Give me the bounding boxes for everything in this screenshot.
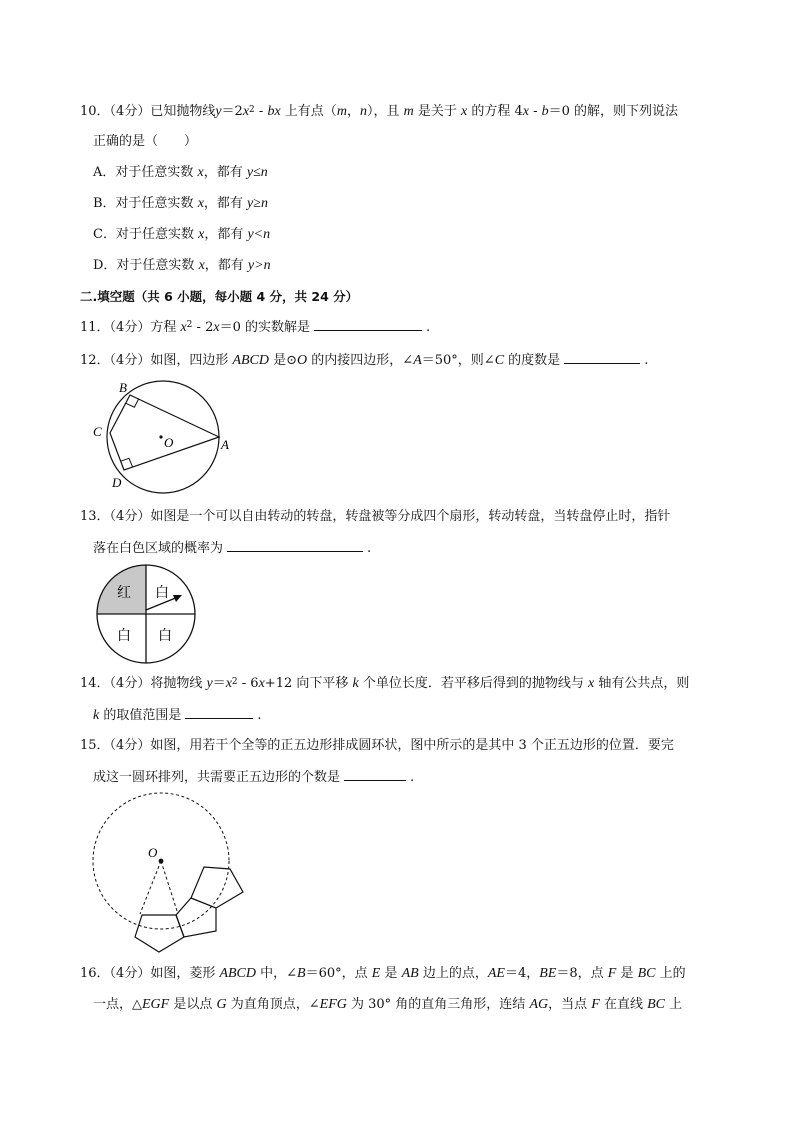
- var: EGF: [142, 997, 170, 1012]
- q16-text: 是以点: [169, 997, 217, 1012]
- dashed-radius-left: [140, 861, 161, 914]
- option-label: B．对于任意实数: [93, 196, 198, 211]
- center-point: [159, 435, 162, 438]
- q14-text: 的取值范围是: [99, 708, 182, 723]
- var: BC: [647, 997, 665, 1012]
- q10-line1: [80, 103, 678, 121]
- q12-text: 是⊙: [269, 353, 298, 368]
- period: .: [410, 770, 415, 785]
- option-relation: y<n: [247, 227, 271, 242]
- answer-blank[interactable]: [227, 539, 363, 552]
- q16-text: 边上的点，: [418, 966, 488, 981]
- q11: [80, 318, 430, 337]
- q10-text: 是关于: [413, 104, 461, 119]
- q14-text: ＝: [212, 676, 226, 691]
- q10-text: ），且: [366, 104, 404, 119]
- var: m: [403, 104, 414, 119]
- var: x: [198, 227, 205, 242]
- answer-blank[interactable]: [185, 706, 253, 719]
- q16-text: 是: [380, 966, 402, 981]
- var: bx: [267, 104, 281, 119]
- q12-text: 的度数是: [504, 353, 561, 368]
- var: x: [198, 258, 205, 273]
- var: ABCD: [219, 966, 257, 981]
- q14-line2: [93, 706, 262, 725]
- sector-label-white: 白: [117, 628, 131, 644]
- option-label: D．对于任意实数: [93, 258, 199, 273]
- period: .: [644, 353, 649, 368]
- q11-text: - 2: [192, 320, 214, 335]
- var: x: [197, 196, 204, 211]
- var: BE: [539, 966, 557, 981]
- sector-label-white: 白: [155, 585, 169, 601]
- label-b: B: [119, 380, 127, 395]
- var: k: [352, 676, 359, 691]
- dashed-radius-right: [161, 861, 178, 914]
- comma: ，: [346, 104, 360, 119]
- q10-eq: ＝2: [221, 104, 243, 119]
- var: m: [336, 104, 347, 119]
- section-heading: 二.填空题（共 6 小题，每小题 4 分，共 24 分）: [80, 289, 359, 304]
- var: y: [206, 676, 213, 691]
- q13-line1: 13．（4分）如图是一个可以自由转动的转盘，转盘被等分成四个扇形，转动转盘，当转盘停止时，指针: [80, 509, 671, 524]
- q13-line2: [93, 539, 371, 558]
- var: A: [413, 353, 422, 368]
- label-a: A: [221, 437, 229, 452]
- var: F: [607, 966, 617, 981]
- q16-text: 一点，△: [93, 997, 142, 1012]
- var: C: [494, 353, 505, 368]
- exponent: 2: [186, 320, 193, 330]
- var: ABCD: [232, 353, 270, 368]
- q16-text: 16．（4分）如图，菱形: [80, 966, 220, 981]
- answer-blank[interactable]: [564, 351, 640, 364]
- pentagon-1: [135, 915, 184, 952]
- option-label: C．对于任意实数: [93, 227, 199, 242]
- exponent: 2: [249, 105, 255, 115]
- var: AG: [529, 997, 549, 1012]
- pentagon-2: [176, 898, 216, 937]
- option-relation: y>n: [247, 258, 271, 273]
- q16-text: 为 30° 角的直角三角形，连结: [346, 997, 530, 1012]
- figure-13-spinner: [93, 564, 203, 666]
- period: .: [257, 708, 262, 723]
- pentagon-3: [191, 867, 243, 908]
- q11-text: 11．（4分）方程: [80, 320, 181, 335]
- label-o: O: [148, 845, 158, 860]
- answer-blank[interactable]: [344, 768, 406, 781]
- q16-text: ，当点: [548, 997, 592, 1012]
- q15-line1: 15．（4分）如图，用若干个全等的正五边形排成圆环状，图中所示的是其中 3 个正五边形的位置．要完: [80, 738, 674, 753]
- q14-text: 轴有公共点，则: [594, 676, 690, 691]
- var: x: [180, 320, 187, 335]
- option-text: ，都有: [203, 196, 248, 211]
- q12: [80, 351, 648, 370]
- var: AB: [401, 966, 419, 981]
- option-relation: y≤n: [246, 165, 268, 180]
- var: x: [587, 676, 595, 691]
- var: AE: [487, 966, 505, 981]
- var: b: [541, 104, 549, 119]
- q16-text: 在直线: [599, 997, 648, 1012]
- q11-text: ＝0 的实数解是: [219, 320, 310, 335]
- q16-text: 上的: [655, 966, 686, 981]
- q14-text: 个单位长度．若平移后得到的抛物线与: [358, 676, 588, 691]
- q10-option-c: [93, 226, 270, 244]
- q16-line1: [80, 965, 686, 983]
- var: E: [371, 966, 381, 981]
- q10-text: ＝0 的解，则下列说法: [548, 104, 679, 119]
- figure-15-pentagon-ring: [90, 790, 250, 960]
- option-text: ，都有: [203, 165, 247, 180]
- q14-text: - 6: [237, 676, 259, 691]
- q16-text: 上: [664, 997, 683, 1012]
- q14-text: 14．（4分）将抛物线: [80, 676, 207, 691]
- q10-option-a: [93, 164, 268, 182]
- var: EFG: [319, 997, 347, 1012]
- option-text: ，都有: [204, 258, 248, 273]
- var: x: [242, 104, 250, 119]
- center-point: [159, 859, 164, 864]
- q15-text: 成这一圆环排列，共需要正五边形的个数是: [93, 770, 341, 785]
- sector-label-white: 白: [158, 628, 172, 644]
- figure-12-cyclic-quadrilateral: [90, 378, 240, 498]
- period: .: [425, 320, 431, 335]
- var: BC: [637, 966, 656, 981]
- q13-text: 落在白色区域的概率为: [93, 541, 224, 556]
- label-d: D: [112, 475, 122, 490]
- var: F: [591, 997, 600, 1012]
- circle-o: [107, 381, 219, 493]
- var: k: [93, 708, 100, 723]
- period: .: [367, 541, 372, 556]
- var: x: [197, 165, 204, 180]
- var: x: [213, 320, 220, 335]
- var: O: [297, 353, 308, 368]
- var: x: [460, 104, 468, 119]
- q14-line1: [80, 675, 689, 693]
- q10-option-b: [93, 195, 268, 213]
- var: G: [216, 997, 227, 1012]
- q16-text: ＝4，: [504, 966, 540, 981]
- q10-prefix: 10．（4分）已知抛物线: [80, 104, 216, 119]
- q12-text: 12．（4分）如图，四边形: [80, 353, 233, 368]
- label-o: O: [164, 435, 174, 450]
- var: y: [215, 104, 222, 119]
- q14-text: +12 向下平移: [264, 676, 353, 691]
- q10-minus: -: [254, 104, 268, 119]
- label-c: C: [93, 424, 102, 439]
- sector-label-red: 红: [117, 585, 131, 601]
- q16-text: 中，∠: [256, 966, 298, 981]
- var: x: [258, 676, 265, 691]
- q10-text: -: [528, 104, 542, 119]
- q16-line2: [93, 996, 682, 1014]
- exponent: 2: [231, 677, 238, 687]
- option-text: ，都有: [204, 227, 248, 242]
- var: n: [359, 104, 367, 119]
- option-label: A．对于任意实数: [93, 165, 198, 180]
- option-relation: y≥n: [247, 196, 268, 211]
- q16-text: 为直角顶点，∠: [226, 997, 320, 1012]
- q10-text: 的方程 4: [467, 104, 523, 119]
- answer-blank[interactable]: [314, 318, 422, 331]
- q16-text: ＝8，点: [556, 966, 608, 981]
- q16-text: ＝60°，点: [305, 966, 372, 981]
- q10-option-d: [93, 257, 271, 275]
- var: B: [297, 966, 306, 981]
- q10-line2: 正确的是（ ）: [93, 134, 198, 149]
- var: x: [522, 104, 529, 119]
- q16-text: 是: [616, 966, 638, 981]
- var: x: [225, 676, 232, 691]
- q12-text: 的内接四边形，∠: [307, 353, 414, 368]
- q10-text: 上有点（: [280, 104, 337, 119]
- q12-text: ＝50°，则∠: [421, 353, 495, 368]
- q15-line2: [93, 768, 414, 787]
